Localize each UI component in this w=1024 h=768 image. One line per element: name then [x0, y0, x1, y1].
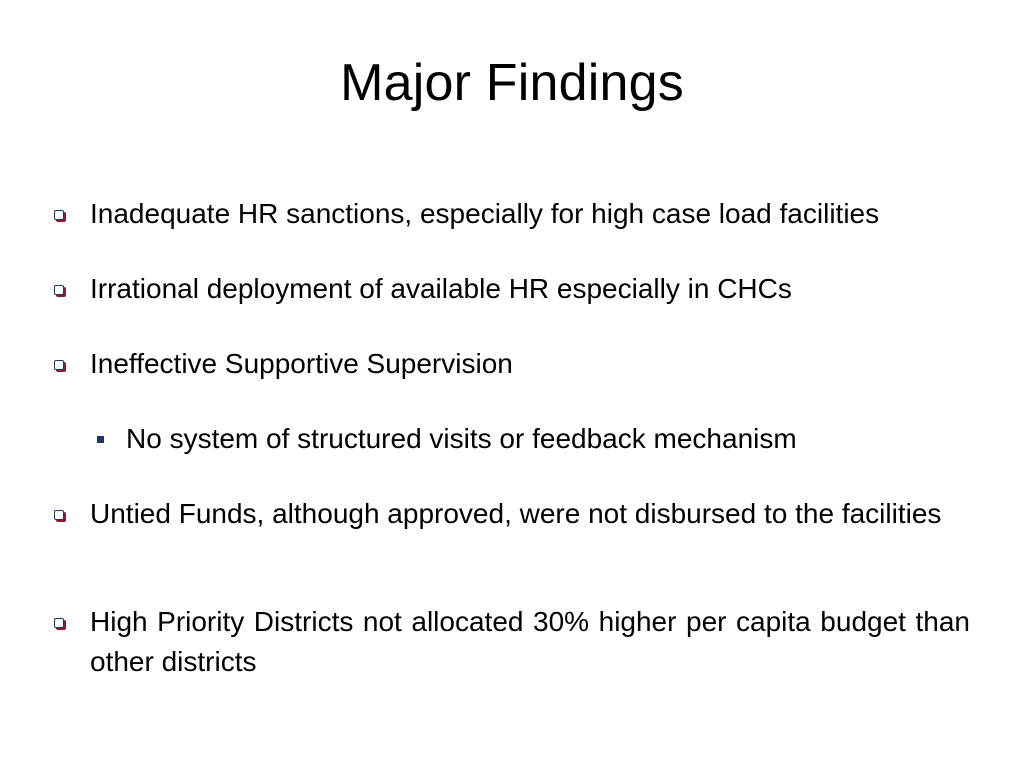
bullet-text: High Priority Districts not allocated 30% higher per capita budget than other districts	[90, 606, 970, 677]
filled-square-bullet-icon	[97, 436, 104, 443]
bullet-item-untied-funds	[90, 494, 970, 534]
slide-title: Major Findings	[340, 54, 684, 112]
square-bullet-icon	[54, 360, 64, 370]
sub-bullet-item-structured-visits	[126, 419, 966, 459]
square-bullet-icon	[54, 285, 64, 295]
bullet-item-supervision	[90, 344, 970, 384]
bullet-text: Untied Funds, although approved, were not disbursed to the facilities	[90, 498, 942, 529]
bullet-text: Inadequate HR sanctions, especially for high case load facilities	[90, 198, 880, 229]
bullet-item-high-priority-districts	[90, 602, 970, 682]
bullet-text: Irrational deployment of available HR especially in CHCs	[90, 273, 792, 304]
square-bullet-icon	[54, 618, 64, 628]
bullet-item-hr-sanctions	[90, 194, 970, 234]
sub-bullet-text: No system of structured visits or feedback mechanism	[126, 423, 797, 454]
bullet-item-hr-deployment	[90, 269, 970, 309]
bullet-text: Ineffective Supportive Supervision	[90, 348, 513, 379]
square-bullet-icon	[54, 210, 64, 220]
square-bullet-icon	[54, 510, 64, 520]
